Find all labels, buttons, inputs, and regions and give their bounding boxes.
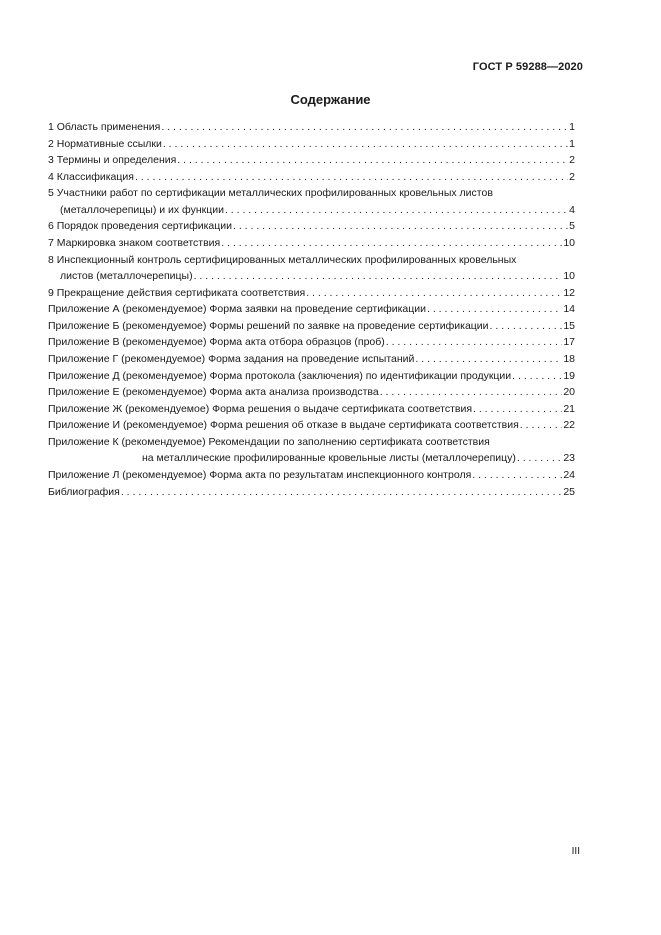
toc-page-number: 23 [563, 452, 575, 465]
dot-leader [306, 285, 562, 301]
toc-page-number: 15 [563, 319, 575, 332]
toc-entry-row [48, 218, 575, 234]
page-number: III [571, 846, 580, 857]
toc-entry[interactable] [48, 169, 575, 185]
toc-entry-row [48, 152, 575, 168]
toc-entry[interactable] [48, 252, 575, 285]
dot-leader [135, 169, 568, 185]
toc-page-number: 10 [563, 236, 575, 249]
dot-leader [386, 334, 563, 350]
dot-leader [163, 136, 568, 152]
toc-entry-label: Приложение Б (рекомендуемое) Формы решений по заявке на проведение сертификации [48, 319, 489, 332]
dot-leader [121, 484, 562, 500]
toc-page-number: 14 [563, 303, 575, 316]
toc-page-number: 4 [569, 203, 575, 216]
toc-entry[interactable] [48, 368, 575, 384]
dot-leader [415, 351, 562, 367]
toc-entry-label: Приложение В (рекомендуемое) Форма акта отбора образцов (проб) [48, 336, 385, 349]
dot-leader [225, 202, 568, 218]
dot-leader [512, 368, 562, 384]
toc-entry[interactable] [48, 484, 575, 500]
toc-page-number: 1 [569, 121, 575, 133]
dot-leader [490, 318, 563, 334]
toc-page-number: 5 [569, 220, 575, 233]
toc-entry[interactable] [48, 334, 575, 350]
toc-entry-row [48, 202, 575, 218]
toc-entry-label: 6 Порядок проведения сертификации [48, 220, 232, 233]
toc-entry-row [48, 268, 575, 284]
toc-entry-label: листов (металлочерепицы) [60, 269, 193, 282]
toc-entry[interactable] [48, 285, 575, 301]
toc-page-number: 1 [569, 137, 575, 150]
toc-entry-label: Приложение А (рекомендуемое) Форма заявки на проведение сертификации [48, 303, 427, 316]
toc-entry-row [48, 384, 575, 400]
toc-entry-label: Приложение Г (рекомендуемое) Форма задания на проведение испытаний [48, 352, 415, 365]
toc-page-number: 17 [563, 336, 575, 349]
toc-entry[interactable] [48, 417, 575, 433]
toc-entry-label: 3 Термины и определения [48, 154, 177, 167]
toc-entry[interactable] [48, 235, 575, 251]
dot-leader [221, 235, 562, 251]
toc-entry-label: Приложение И (рекомендуемое) Форма решения об отказе в выдаче сертификата соответствия [48, 419, 519, 432]
toc-page-number: 21 [563, 402, 575, 415]
toc-entry-label: на металлические профилированные кровельные листы (металлочерепицу) [142, 452, 516, 465]
toc-entry-line: Приложение К (рекомендуемое) Рекомендации по заполнению сертификата соответствия [48, 435, 490, 448]
toc-entry[interactable] [48, 384, 575, 400]
toc-entry-row [48, 169, 575, 185]
toc-entry-row [48, 334, 575, 350]
toc-entry[interactable] [48, 218, 575, 234]
toc-entry-row [48, 417, 575, 433]
toc-page-number: 18 [563, 352, 575, 365]
document-code: ГОСТ Р 59288—2020 [472, 61, 583, 73]
toc-page-number: 2 [569, 154, 575, 167]
toc-entry-row [48, 450, 575, 466]
dot-leader [427, 301, 562, 317]
toc-page-number: 10 [563, 269, 575, 282]
toc-entry-row [48, 467, 575, 483]
toc-entry[interactable] [48, 351, 575, 367]
toc-entry-label: 1 Область применения [48, 121, 161, 133]
toc-entry-label: (металлочерепицы) и их функции [60, 203, 224, 216]
toc-entry[interactable] [48, 467, 575, 483]
toc-entry-row [48, 136, 575, 152]
toc-entry[interactable] [48, 318, 575, 334]
dot-leader [380, 384, 563, 400]
toc-entry[interactable] [48, 152, 575, 168]
dot-leader [472, 467, 562, 483]
toc-page-number: 25 [563, 485, 575, 498]
toc-entry-line: 8 Инспекционный контроль сертифицированных металлических профилированных кровельных [48, 253, 517, 266]
toc-entry-row [48, 351, 575, 367]
toc-entry-label: Приложение Д (рекомендуемое) Форма протокола (заключения) по идентификации продукции [48, 369, 512, 382]
toc-entry-row [48, 285, 575, 301]
toc-entry-label: Библиография [48, 485, 120, 498]
toc-entry-row [48, 318, 575, 334]
toc-entry-label: Приложение Е (рекомендуемое) Форма акта анализа производства [48, 386, 379, 399]
toc-page-number: 22 [563, 419, 575, 432]
toc-entry-row [48, 484, 575, 500]
toc-entry[interactable] [48, 401, 575, 417]
toc-entry[interactable] [48, 136, 575, 152]
toc-entry-row [48, 119, 575, 135]
dot-leader [177, 152, 568, 168]
dot-leader [473, 401, 562, 417]
dot-leader [161, 119, 568, 135]
toc-entry-row [48, 368, 575, 384]
dot-leader [233, 218, 568, 234]
toc-entry-label: Приложение Л (рекомендуемое) Форма акта по результатам инспекционного контроля [48, 468, 472, 481]
toc-entry-row [48, 301, 575, 317]
toc-entry-label: 2 Нормативные ссылки [48, 137, 162, 150]
toc-entry[interactable] [48, 119, 575, 135]
toc-page-number: 20 [563, 386, 575, 399]
toc-page-number: 12 [563, 286, 575, 299]
page-title: Содержание [290, 92, 371, 107]
toc-entry[interactable] [48, 301, 575, 317]
toc-entry-line: 5 Участники работ по сертификации металлических профилированных кровельных листов [48, 187, 493, 200]
toc-entry-label: Приложение Ж (рекомендуемое) Форма решения о выдаче сертификата соответствия [48, 402, 473, 415]
toc-entry-label: 9 Прекращение действия сертификата соответствия [48, 286, 306, 299]
toc-entry-label: 7 Маркировка знаком соответствия [48, 236, 221, 249]
toc-page-number: 2 [569, 170, 575, 183]
toc-entry-label: 4 Классификация [48, 170, 134, 183]
toc-entry-row [48, 235, 575, 251]
toc-page-number: 19 [563, 369, 575, 382]
dot-leader [194, 268, 563, 284]
toc-entry-row [48, 401, 575, 417]
dot-leader [520, 417, 563, 433]
toc-page-number: 24 [563, 468, 575, 481]
dot-leader [517, 450, 562, 466]
toc-entry[interactable] [48, 185, 575, 218]
toc-entry[interactable] [48, 434, 575, 467]
table-of-contents [48, 119, 575, 500]
